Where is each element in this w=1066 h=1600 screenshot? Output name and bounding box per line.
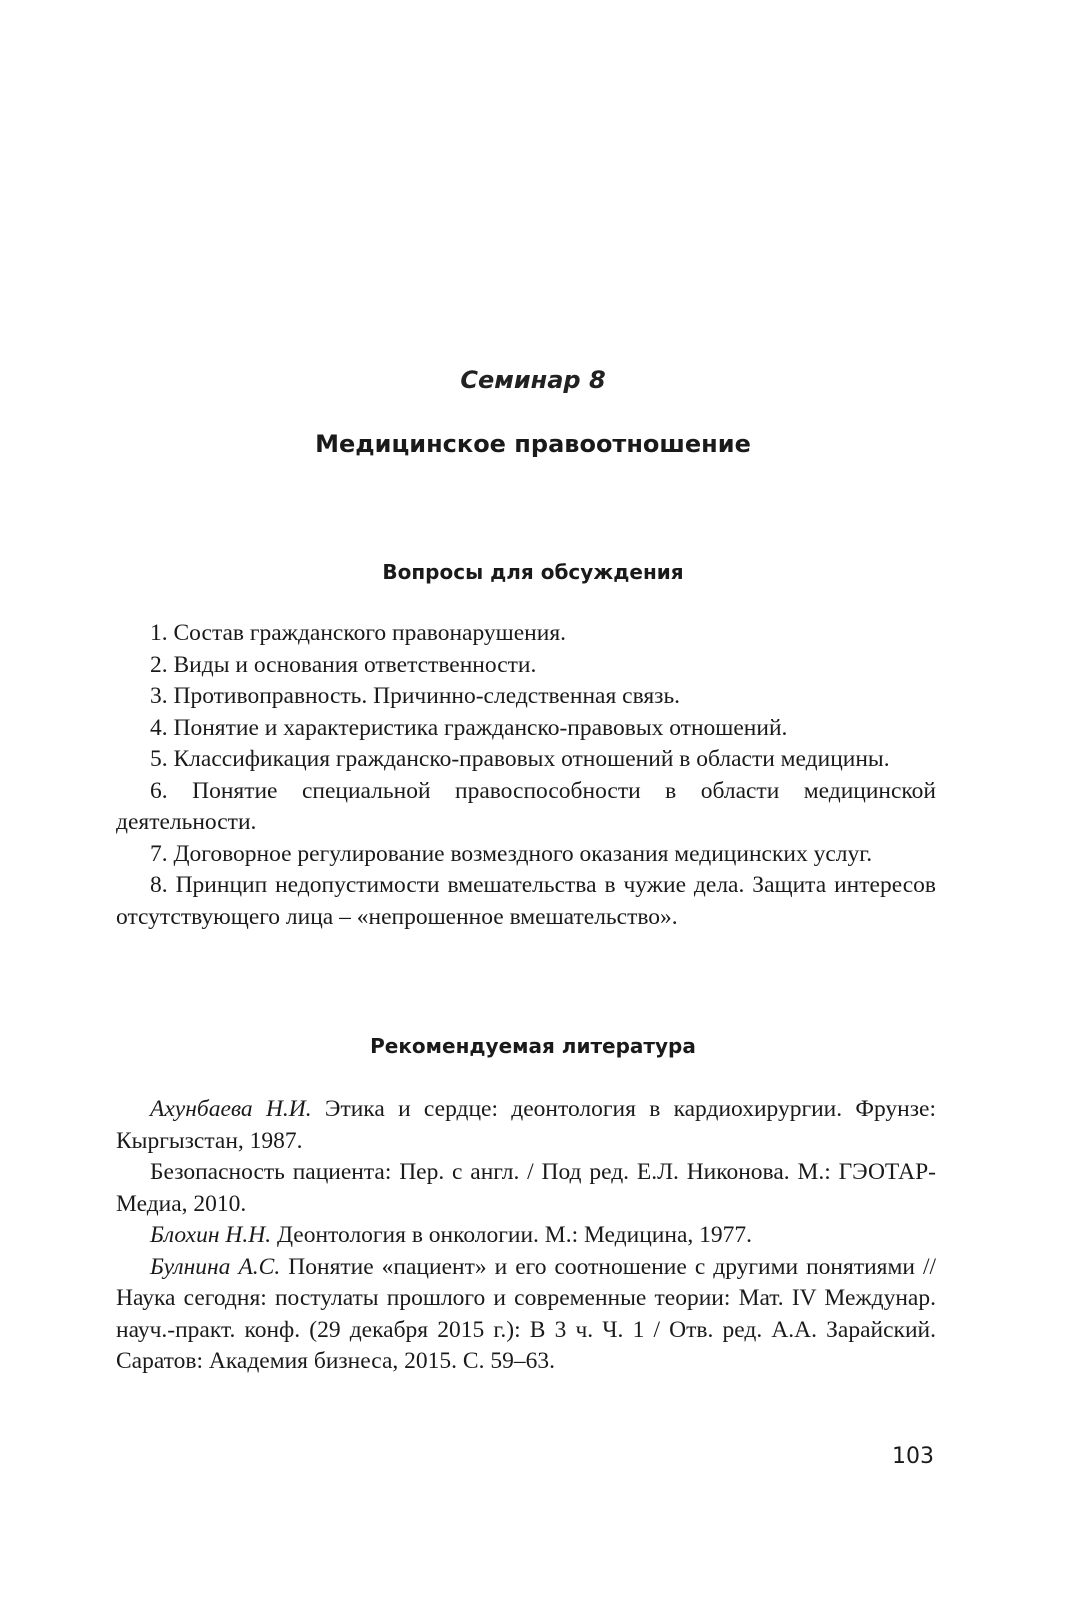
question-item: 6. Понятие специальной правоспособности в области медицинской деятельности. [116,777,936,835]
questions-heading: Вопросы для обсуждения [382,560,684,584]
literature-list [116,1094,936,1378]
seminar-label: Семинар 8 [460,366,606,394]
question-item: 4. Понятие и характеристика гражданско-правовых отношений. [150,714,788,741]
reference-text: Деонтология в онкологии. М.: Медицина, 1977. [271,1222,752,1248]
reference-author: Булнина А.С. [150,1253,281,1280]
literature-heading: Рекомендуемая литература [370,1034,696,1058]
reference-item [116,1252,936,1378]
questions-list [116,618,936,933]
reference-author: Блохин Н.Н. [150,1222,272,1248]
question-item: 8. Принцип недопустимости вмешательства в чужие дела. Защита интересов отсутствующего лица – «непрошенное вмешательство». [116,872,936,930]
page-number: 103 [892,1444,934,1469]
question-item: 1. Состав гражданского правонарушения. [150,620,567,646]
reference-item [116,1220,936,1252]
question-item: 2. Виды и основания ответственности. [150,651,537,678]
reference-text: Понятие «пациент» и его соотношение с другими понятиями // Наука сегодня: постулаты прошлого и современные теории: Мат. IV Междунар. науч.-практ. конф. (29 декабря 2015 г.): В 3 ч. Ч. 1 / Отв. ред. А.А. Зарайский. Саратов: Академия бизнеса, 2015. С. 59–63. [116,1253,936,1374]
question-item: 5. Классификация гражданско-правовых отношений в области медицины. [150,746,890,772]
reference-text: Безопасность пациента: Пер. с англ. / Под ред. Е.Л. Никонова. М.: ГЭОТАР-Медиа, 2010. [116,1159,936,1217]
question-item: 3. Противоправность. Причинно-следственная связь. [150,683,681,709]
seminar-title: Медицинское правоотношение [315,430,751,458]
reference-item [116,1157,936,1220]
reference-author: Ахунбаева Н.И. [150,1096,312,1122]
reference-item [116,1094,936,1157]
question-item: 7. Договорное регулирование возмездного оказания медицинских услуг. [150,840,873,867]
reference-text: Этика и сердце: деонтология в кардиохирургии. Фрунзе: Кыргызстан, 1987. [116,1096,936,1154]
